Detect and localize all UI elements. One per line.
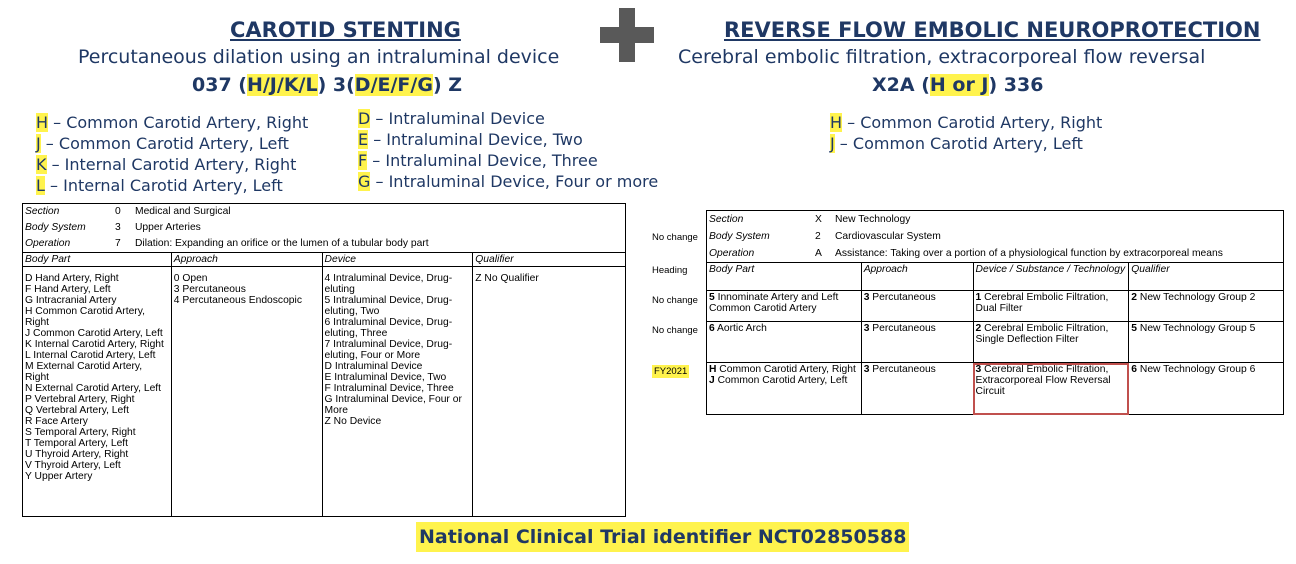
list-item (358, 150, 658, 171)
side-note: Heading (652, 265, 688, 276)
list-letter: E (358, 130, 369, 149)
list-text: – Common Carotid Artery, Left (40, 134, 289, 153)
list-text: – Intraluminal Device (370, 109, 545, 128)
fy-badge (652, 366, 689, 377)
right-subtitle: Cerebral embolic filtration, extracorporeal flow reversal (678, 46, 1206, 68)
fy-badge-text: FY2021 (654, 366, 688, 377)
list-item: R Face Artery (25, 416, 88, 427)
list-item: D Hand Artery, Right (25, 273, 119, 284)
qualifier-cell (1129, 322, 1284, 363)
left-device-list (358, 108, 658, 192)
list-letter: H (830, 113, 843, 132)
list-letter: G (358, 172, 371, 191)
list-item: 7 Intraluminal Device, Drug-eluting, Four or More (324, 339, 453, 361)
cell-text: Percutaneous (869, 292, 936, 303)
column-header: Approach (861, 263, 973, 291)
list-item: V Thyroid Artery, Left (25, 460, 121, 471)
table-row (707, 291, 1284, 322)
left-code-device-highlight: D/E/F/G (354, 74, 433, 96)
list-item: 4 Intraluminal Device, Drug-eluting (324, 273, 453, 295)
cell-code: H (709, 364, 717, 375)
cell-code: 2 (1131, 292, 1138, 303)
list-item: K Internal Carotid Artery, Right (25, 339, 164, 350)
axis-code: 0 (115, 206, 121, 217)
list-item: 6 Intraluminal Device, Drug-eluting, Three (324, 317, 453, 339)
list-text: – Internal Carotid Artery, Left (44, 176, 283, 195)
list-item (830, 112, 1102, 133)
left-code-part: 037 ( (192, 74, 247, 96)
list-item: 3 Percutaneous (173, 284, 246, 295)
cell-text: New Technology Group 5 (1137, 323, 1256, 334)
table-row (707, 322, 1284, 363)
left-code-part: ) 3( (317, 74, 355, 96)
axis-label: Section (25, 206, 60, 217)
column-header: Device (322, 253, 473, 267)
right-pcs-table (706, 210, 1284, 415)
list-item: G Intraluminal Device, Four or More (324, 394, 462, 416)
right-code-body-highlight: H or J (929, 74, 989, 96)
plus-icon (600, 8, 654, 62)
table-row (707, 363, 1284, 415)
list-item (358, 171, 658, 192)
list-item: L Internal Carotid Artery, Left (25, 350, 156, 361)
list-letter: D (358, 109, 371, 128)
axis-value: Dilation: Expanding an orifice or the lumen of a tubular body part (135, 238, 429, 249)
right-title: REVERSE FLOW EMBOLIC NEUROPROTECTION (724, 18, 1261, 42)
list-item (358, 129, 658, 150)
cell-text: Aortic Arch (714, 323, 767, 334)
list-item: G Intracranial Artery (25, 295, 117, 306)
axis-code: A (815, 248, 822, 259)
list-item (36, 175, 308, 196)
axis-value: New Technology (835, 214, 911, 225)
qualifier-cell (1129, 291, 1284, 322)
axis-label: Section (709, 214, 744, 225)
axis-label: Operation (709, 248, 755, 259)
cell-text: Common Carotid Artery, Left (714, 375, 848, 386)
cell-text: Cerebral Embolic Filtration, Extracorporeal Flow Reversal Circuit (975, 364, 1111, 397)
side-note: No change (652, 232, 698, 243)
qualifier-cell (473, 267, 626, 517)
list-letter: F (358, 151, 368, 170)
list-letter: J (830, 134, 835, 153)
left-axis-block (23, 204, 626, 253)
cell-code: 6 (709, 323, 715, 334)
left-code-part: ) Z (432, 74, 463, 96)
right-code-part: X2A ( (872, 74, 930, 96)
cell-code: 5 (1131, 323, 1138, 334)
list-text: – Intraluminal Device, Four or more (370, 172, 659, 191)
list-text: – Common Carotid Artery, Left (834, 134, 1083, 153)
list-item: D Intraluminal Device (324, 361, 423, 372)
approach-cell (861, 363, 973, 415)
nct-identifier: National Clinical Trial identifier NCT02850588 (416, 522, 909, 552)
list-item (36, 154, 308, 175)
list-letter: H (36, 113, 49, 132)
cell-code: 3 (975, 364, 982, 375)
body-part-cell (707, 363, 862, 415)
axis-code: 3 (115, 222, 121, 233)
list-item: Q Vertebral Artery, Left (25, 405, 129, 416)
axis-label: Body System (25, 222, 86, 233)
list-item: Z No Device (324, 416, 382, 427)
list-item: F Intraluminal Device, Three (324, 383, 454, 394)
list-item: F Hand Artery, Left (25, 284, 111, 295)
list-item: T Temporal Artery, Left (25, 438, 129, 449)
list-item: S Temporal Artery, Right (25, 427, 136, 438)
column-header: Qualifier (473, 253, 626, 267)
axis-label: Operation (25, 238, 71, 249)
cell-code: 6 (1131, 364, 1138, 375)
cell-line (709, 375, 859, 386)
approach-cell (861, 291, 973, 322)
list-item: 0 Open (173, 273, 208, 284)
column-header: Approach (171, 253, 322, 267)
list-item: 4 Percutaneous Endoscopic (173, 295, 302, 306)
list-item: 5 Intraluminal Device, Drug-eluting, Two (324, 295, 453, 317)
column-header: Device / Substance / Technology (973, 263, 1129, 291)
column-header: Qualifier (1129, 263, 1284, 291)
axis-code: 7 (115, 238, 121, 249)
cell-code: 1 (975, 292, 982, 303)
approach-cell (861, 322, 973, 363)
cell-line (709, 364, 859, 375)
axis-value: Upper Arteries (135, 222, 201, 233)
device-cell (322, 267, 473, 517)
list-item: M External Carotid Artery, Right (25, 361, 143, 383)
left-title: CAROTID STENTING (230, 18, 461, 42)
side-note: No change (652, 325, 698, 336)
list-text: – Intraluminal Device, Three (367, 151, 598, 170)
list-text: – Internal Carotid Artery, Right (46, 155, 297, 174)
cell-text: New Technology Group 6 (1137, 364, 1256, 375)
list-item: J Common Carotid Artery, Left (25, 328, 163, 339)
list-item (358, 108, 658, 129)
list-letter: J (36, 134, 41, 153)
list-letter: L (36, 176, 45, 195)
left-code-body-highlight: H/J/K/L (246, 74, 318, 96)
list-text: – Common Carotid Artery, Right (842, 113, 1103, 132)
list-item: N External Carotid Artery, Left (25, 383, 162, 394)
side-note: No change (652, 295, 698, 306)
cell-code: 3 (863, 323, 870, 334)
cell-text: Percutaneous (869, 323, 936, 334)
list-item: Y Upper Artery (25, 471, 93, 482)
list-item (36, 133, 308, 154)
list-text: – Common Carotid Artery, Right (48, 113, 309, 132)
device-cell (973, 322, 1129, 363)
right-code-part: ) 336 (988, 74, 1044, 96)
right-code (872, 74, 1043, 96)
left-body-part-list (36, 112, 308, 196)
qualifier-cell (1129, 363, 1284, 415)
approach-cell (171, 267, 322, 517)
cell-text: Cerebral Embolic Filtration, Dual Filter (975, 292, 1109, 314)
left-subtitle: Percutaneous dilation using an intraluminal device (78, 46, 560, 68)
list-item: E Intraluminal Device, Two (324, 372, 447, 383)
list-item: U Thyroid Artery, Right (25, 449, 129, 460)
right-body-part-list (830, 112, 1102, 154)
cell-text: Common Carotid Artery, Right (716, 364, 856, 375)
body-part-cell (707, 291, 862, 322)
device-cell-highlighted (973, 363, 1129, 415)
cell-code: 3 (863, 292, 870, 303)
cell-code: 3 (863, 364, 870, 375)
list-item: H Common Carotid Artery, Right (25, 306, 145, 328)
column-header: Body Part (707, 263, 862, 291)
body-part-cell (23, 267, 172, 517)
column-header: Body Part (23, 253, 172, 267)
right-axis-block (707, 211, 1284, 263)
axis-code: 2 (815, 231, 821, 242)
cell-text: Innominate Artery and Left Common Carotid Artery (709, 292, 839, 314)
cell-text: Percutaneous (869, 364, 936, 375)
axis-value: Cardiovascular System (835, 231, 941, 242)
left-code (192, 74, 462, 96)
list-item: P Vertebral Artery, Right (25, 394, 135, 405)
axis-value: Assistance: Taking over a portion of a physiological function by extracorporeal means (835, 248, 1223, 259)
cell-code: 5 (709, 292, 715, 303)
list-item (830, 133, 1102, 154)
list-text: – Intraluminal Device, Two (368, 130, 583, 149)
cell-text: Cerebral Embolic Filtration, Single Deflection Filter (975, 323, 1109, 345)
left-pcs-table (22, 203, 626, 517)
cell-text: New Technology Group 2 (1137, 292, 1256, 303)
axis-label: Body System (709, 231, 770, 242)
list-letter: K (36, 155, 47, 174)
axis-value: Medical and Surgical (135, 206, 231, 217)
list-item (36, 112, 308, 133)
cell-code: 2 (975, 323, 982, 334)
body-part-cell (707, 322, 862, 363)
cell-code: J (709, 375, 715, 386)
device-cell (973, 291, 1129, 322)
list-item: Z No Qualifier (475, 273, 539, 284)
axis-code: X (815, 214, 822, 225)
